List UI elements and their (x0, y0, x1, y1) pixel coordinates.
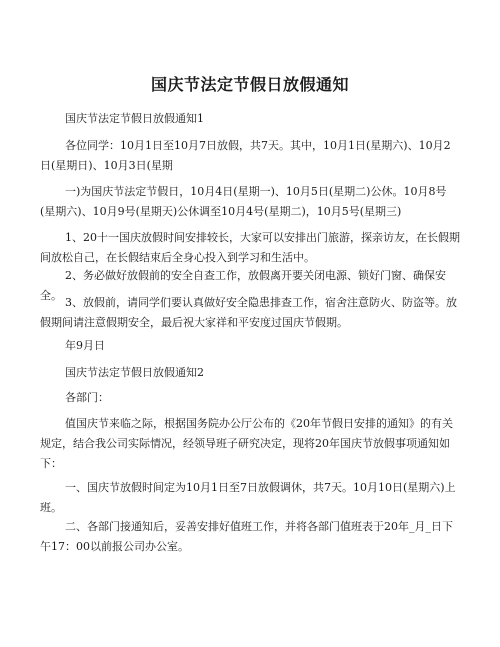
notice-1-heading: 国庆节法定节假日放假通知1 (65, 112, 204, 125)
notice-1-greeting-paragraph: 各位同学：10月1日至10月7日放假，共7天。其中，10月1日(星期六)、10月2日(星期日)、10月3日(星期 (40, 139, 451, 172)
notice-1-item-3: 3、放假前，请同学们要认真做好安全隐患排查工作，宿舍注意防火、防盗等。放假期间请注意假期安全，最后祝大家祥和平安度过国庆节假期。 (40, 296, 457, 329)
notice-1-holiday-paragraph: 一)为国庆节法定节假日，10月4日(星期一)、10月5日(星期二)公休。10月8号(星期六)、10月9号(星期天)公休调至10月4号(星期二)，10月5号(星期三) (40, 185, 447, 218)
notice-2-item-1: 一、国庆节放假时间定为10月1日至7日放假调休，共7天。10月10日(星期六)上班。 (40, 481, 456, 514)
notice-2-heading: 国庆节法定节假日放假通知2 (65, 366, 204, 379)
document-title: 国庆节法定节假日放假通知 (150, 75, 349, 94)
notice-2-intro-paragraph: 值国庆节来临之际，根据国务院办公厅公布的《20年节假日安排的通知》的有关规定，结合我公司实际情况，经领导班子研究决定，现将20年国庆节放假事项通知如下： (40, 417, 453, 470)
notice-2-salutation: 各部门： (65, 391, 109, 404)
notice-1-item-2: 2、务必做好放假前的安全自查工作，放假离开要关闭电源、锁好门窗、确保安全。 (40, 269, 446, 302)
notice-1-item-1: 1、20十一国庆放假时间安排较长，大家可以安排出门旅游，探亲访友，在长假期间放松自己，在长假结束后全身心投入到学习和生活中。 (40, 231, 460, 264)
notice-1-date: 年9月日 (65, 339, 105, 352)
notice-2-item-2: 二、各部门接通知后，妥善安排好值班工作，并将各部门值班表于20年_月_日下午17：00以前报公司办公室。 (40, 520, 453, 553)
